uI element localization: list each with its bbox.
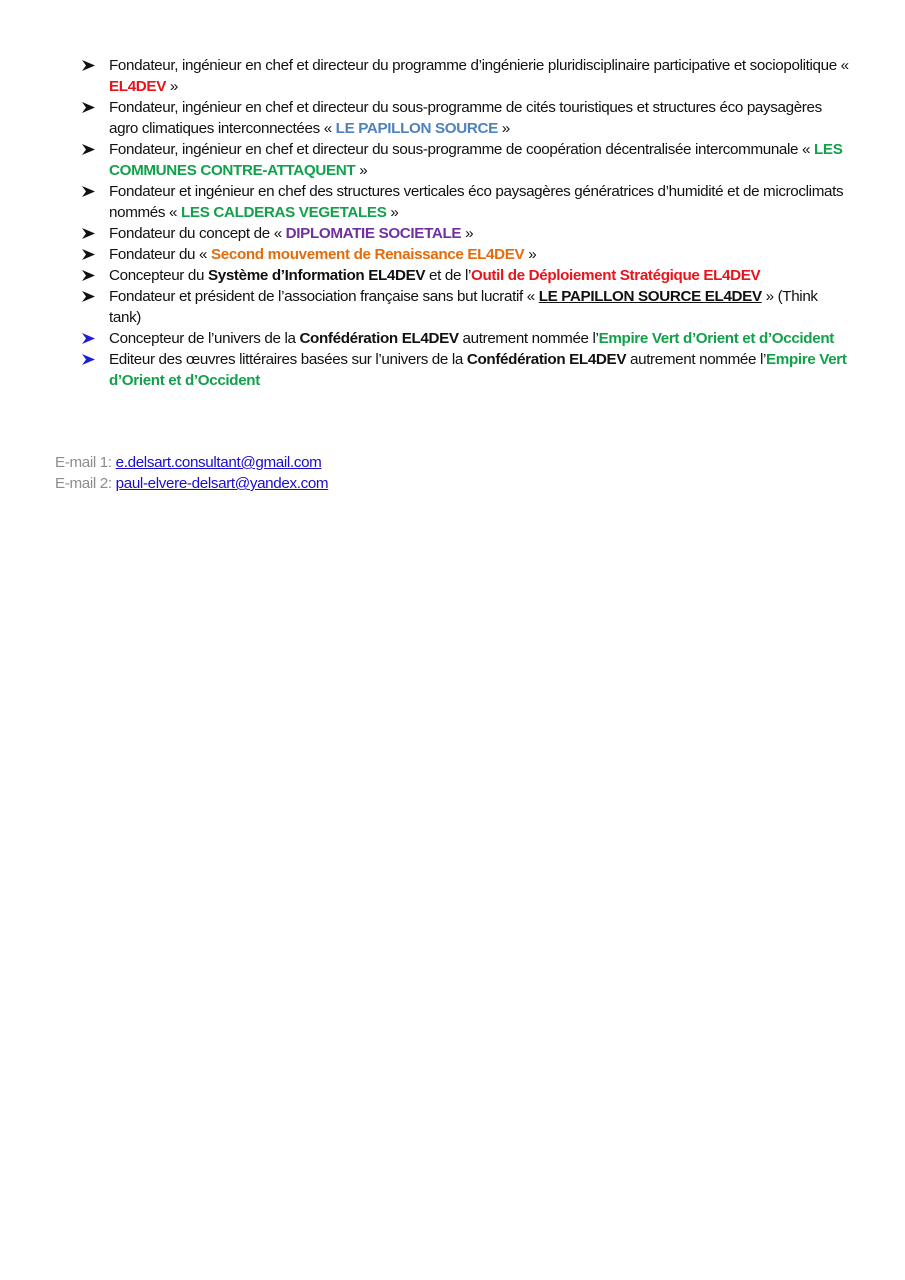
empire-vert-highlight: Empire Vert d’Orient et d’Occident [109, 351, 847, 389]
list-item: Fondateur et président de l’association française sans but lucratif « LE PAPILLON SOURCE EL4DEV » (Think tank) [82, 286, 852, 328]
list-item: Concepteur de l’univers de la Confédération EL4DEV autrement nommée l’Empire Vert d’Orient et d’Occident [82, 328, 852, 349]
email-line-2 [55, 473, 328, 494]
confederation-bold: Confédération EL4DEV [299, 330, 459, 347]
email-2-label: E-mail 2: [55, 475, 116, 492]
communes-highlight: LES COMMUNES CONTRE-ATTAQUENT [109, 141, 843, 179]
papillon-source-highlight: LE PAPILLON SOURCE [335, 120, 498, 137]
email-line-1 [55, 452, 328, 473]
list-item: Concepteur du Système d’Information EL4DEV et de l’Outil de Déploiement Stratégique EL4DEV [82, 265, 852, 286]
arrow-bullet-icon [82, 97, 96, 118]
list-item: Fondateur et ingénieur en chef des structures verticales éco paysagères génératrices d’humidité et de microclimats nommés « LES CALDERAS VEGETALES » [82, 181, 852, 223]
achievements-list [82, 55, 852, 391]
empire-vert-highlight: Empire Vert d’Orient et d’Occident [598, 330, 834, 347]
arrow-bullet-icon [82, 265, 96, 286]
renaissance-highlight: Second mouvement de Renaissance EL4DEV [210, 246, 525, 263]
email-2-link[interactable]: paul-elvere-delsart@yandex.com [115, 475, 329, 492]
el4dev-highlight: EL4DEV [109, 78, 166, 95]
list-item: Fondateur, ingénieur en chef et directeur du sous-programme de cités touristiques et structures éco paysagères agro climatiques interconnectées « LE PAPILLON SOURCE » [82, 97, 852, 139]
contact-emails [55, 452, 328, 494]
list-item: Fondateur du concept de « DIPLOMATIE SOCIETALE » [82, 223, 852, 244]
list-item: Fondateur, ingénieur en chef et directeur du programme d’ingénierie pluridisciplinaire participative et sociopolitique « EL4DEV » [82, 55, 852, 97]
arrow-bullet-icon [82, 328, 96, 349]
confederation-bold: Confédération EL4DEV [466, 351, 627, 368]
arrow-bullet-icon [82, 286, 96, 307]
arrow-bullet-icon [82, 349, 96, 370]
list-item: Fondateur, ingénieur en chef et directeur du sous-programme de coopération décentralisée intercommunale « LES COMMUNES CONTRE-ATTAQUENT » [82, 139, 852, 181]
list-item: Fondateur du « Second mouvement de Renaissance EL4DEV » [82, 244, 852, 265]
association-name-underlined: LE PAPILLON SOURCE EL4DEV [538, 288, 762, 305]
arrow-bullet-icon [82, 223, 96, 244]
calderas-highlight: LES CALDERAS VEGETALES [180, 204, 387, 221]
email-1-link[interactable]: e.delsart.consultant@gmail.com [115, 454, 322, 471]
arrow-bullet-icon [82, 55, 96, 76]
arrow-bullet-icon [82, 139, 96, 160]
arrow-bullet-icon [82, 181, 96, 202]
arrow-bullet-icon [82, 244, 96, 265]
diplomatie-highlight: DIPLOMATIE SOCIETALE [285, 225, 462, 242]
list-item: Editeur des œuvres littéraires basées sur l’univers de la Confédération EL4DEV autrement nommée l’Empire Vert d’Orient et d’Occident [82, 349, 852, 391]
outil-deploiement-highlight: Outil de Déploiement Stratégique EL4DEV [471, 267, 761, 284]
email-1-label: E-mail 1: [55, 454, 116, 471]
systeme-information-bold: Système d’Information EL4DEV [207, 267, 426, 284]
